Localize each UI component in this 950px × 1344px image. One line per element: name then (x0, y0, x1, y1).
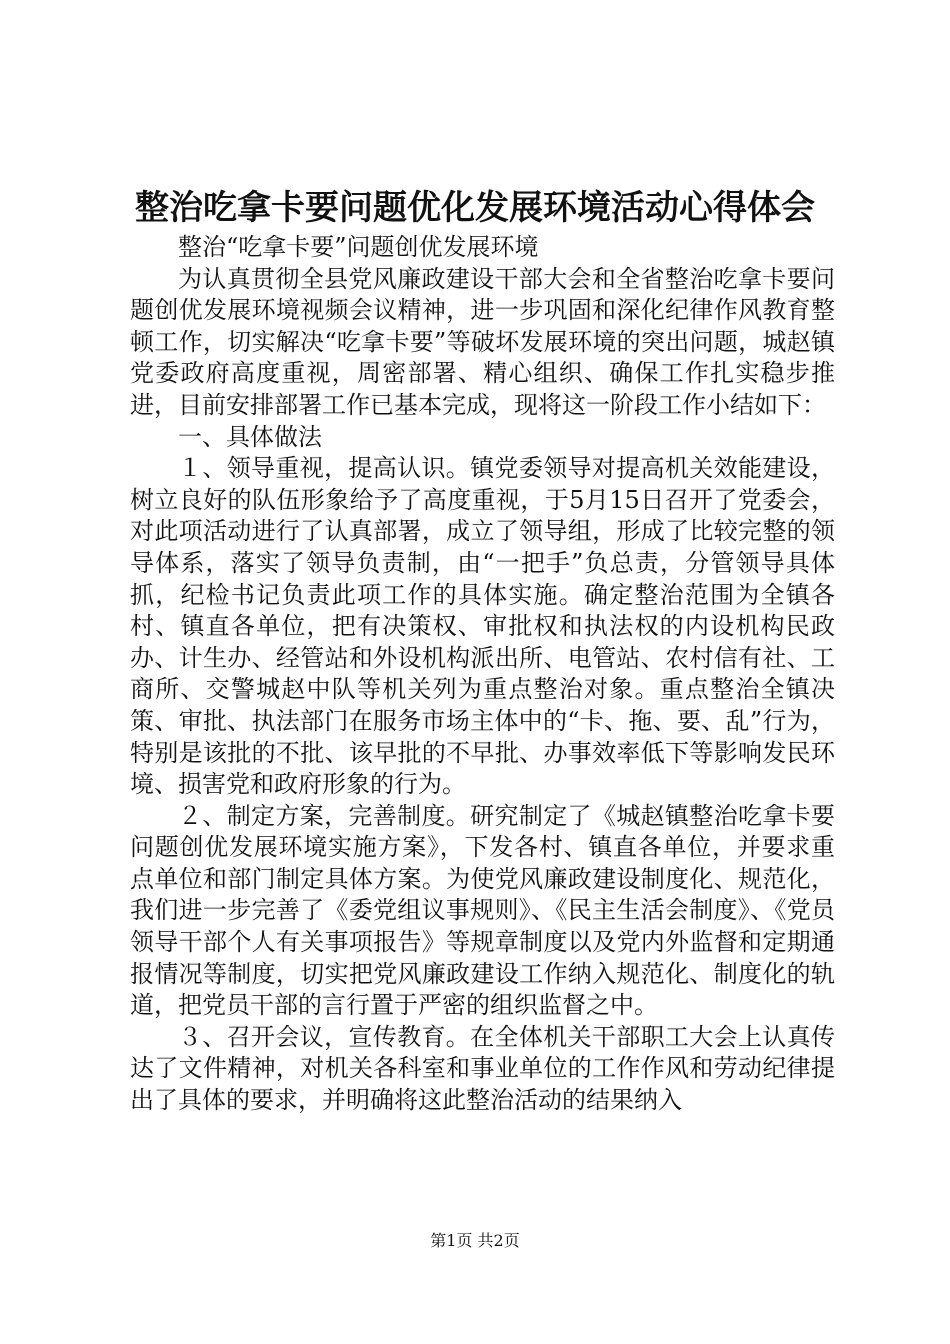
document-body (130, 232, 835, 1117)
page-footer: 第1页 共2页 (430, 1231, 520, 1250)
intro-paragraph: 为认真贯彻全县党风廉政建设干部大会和全省整治吃拿卡要问题创优发展环境视频会议精神，进一步巩固和深化纪律作风教育整顿工作，切实解决“吃拿卡要”等破坏发展环境的突出问题，城赵镇党委政府高度重视，周密部署、精心组织、确保工作扎实稳步推进，目前安排部署工作已基本完成，现将这一阶段工作小结如下： (130, 264, 835, 419)
document-title: 整治吃拿卡要问题优化发展环境活动心得体会 (135, 188, 815, 228)
body-paragraph: ２、制定方案，完善制度。研究制定了《城赵镇整治吃拿卡要问题创优发展环境实施方案》，下发各村、镇直各单位，并要求重点单位和部门制定具体方案。为使党风廉政建设制度化、规范化，我们进一步完善了《委党组议事规则》、《民主生活会制度》、《党员领导干部个人有关事项报告》等规章制度以及党内外监督和定期通报情况等制度，切实把党风廉政建设工作纳入规范化、制度化的轨道，把党员干部的言行置于严密的组织监督之中。 (130, 801, 835, 1020)
section-heading: 一、具体做法 (178, 422, 322, 451)
subtitle-paragraph: 整治“吃拿卡要”问题创优发展环境 (178, 233, 539, 261)
body-paragraph: １、领导重视，提高认识。镇党委领导对提高机关效能建设，树立良好的队伍形象给予了高度重视，于5月15日召开了党委会，对此项活动进行了认真部署，成立了领导组，形成了比较完整的领导体系，落实了领导负责制，由“一把手”负总责，分管领导具体抓，纪检书记负责此项工作的具体实施。确定整治范围为全镇各村、镇直各单位，把有决策权、审批权和执法权的内设机构民政办、计生办、经管站和外设机构派出所、电管站、农村信有社、工商所、交警城赵中队等机关列为重点整治对象。重点整治全镇决策、审批、执法部门在服务市场主体中的“卡、拖、要、乱”行为，特别是该批的不批、该早批的不早批、办事效率低下等影响发民环境、损害党和政府形象的行为。 (130, 454, 835, 799)
body-paragraph: ３、召开会议，宣传教育。在全体机关干部职工大会上认真传达了文件精神，对机关各科室和事业单位的工作作风和劳动纪律提出了具体的要求，并明确将这此整治活动的结果纳入 (130, 1022, 835, 1115)
